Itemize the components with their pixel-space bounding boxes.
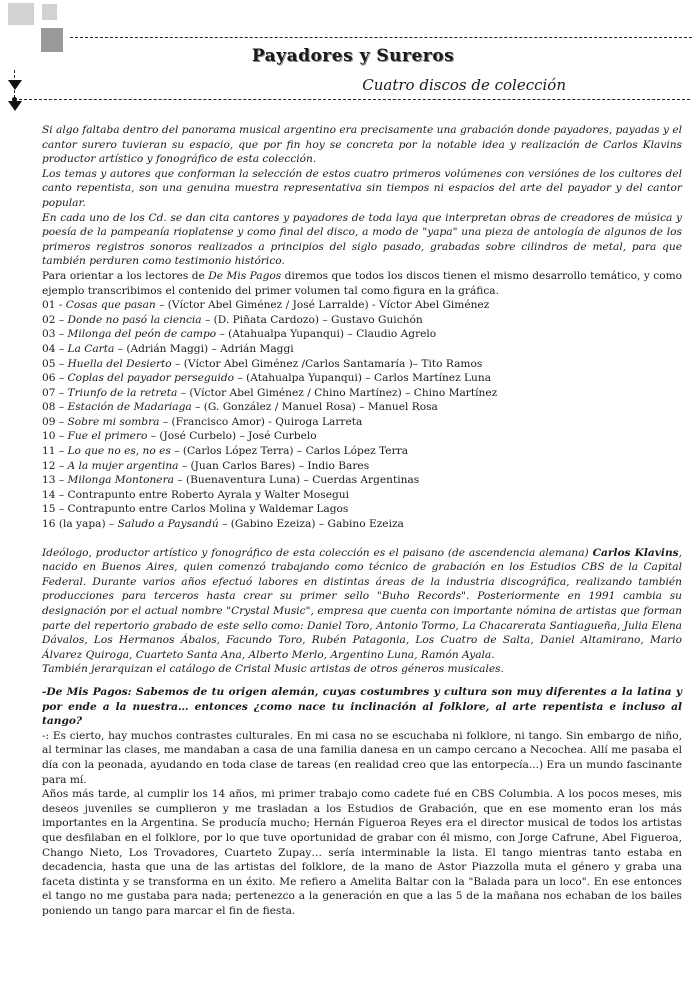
bio-paragraph-1: Ideólogo, productor artístico y fonográfico de esta colección es el paisano (de ascendencia alemana) Carlos Klavins, nacido en Buenos Aires, quien comenzó trabajando como técnico de grabación en los Estudios CBS de la Capital Federal. Durante varios años efectuó labores en distintas áreas de la industria discográfica, realizando también producciones para terceros hasta crear su primer sello "Buho Records". Posteriormente en 1991 cambia su designación por el actual nombre "Crystal Music", empresa que cuenta con importante nómina de artistas que forman parte del repertorio grabado de este sello como: Daniel Toro, Antonio Tormo, La Chacarerata Santiagueña, Julia Elena Dávalos, Los Hermanos Ábalos, Facundo Toro, Rubén Patagonia, Los Cuatro de Salta, Daniel Altamirano, Mario Álvarez Quiroga, Cuarteto Santa Ana, Alberto Merlo, Argentino Luna, Ramón Ayala. xyxy=(42,546,682,661)
intro-paragraph-3: En cada uno de los Cd. se dan cita cantores y payadores de toda laya que interpretan obras de creadores de música y poesía de la pampeanía rioplatense y como final del disco, a modo de "yapa" una pieza de antología de algunos de los primeros registros sonoros realizados a principios del siglo pasado, grabadas sobre cilindros de metal, para que también perduren como testimonio histórico. xyxy=(42,211,682,268)
arrow-down-icon xyxy=(8,80,22,90)
orientation-text-b: diremos que todos los discos tienen el mismo desarrollo temático, y como ejemplo transcribimos el contenido del primer volumen tal como figura en la gráfica. xyxy=(42,269,683,297)
interview-question: -De Mis Pagos: Sabemos de tu origen alemán, cuyas costumbres y cultura son muy diferentes a la latina y por ende a la nuestra… entonces ¿como nace tu inclinación al folklore, al arte repentista e incluso al tango? xyxy=(42,685,682,728)
header-dashed-line xyxy=(70,37,692,38)
track-item: 09 – Sobre mi sombra – (Francisco Amor) - Quiroga Larreta xyxy=(42,415,363,428)
bio-section xyxy=(42,546,682,677)
article-body xyxy=(42,123,682,918)
track-item: 13 – Milonga Montonera – (Buenaventura Luna) – Cuerdas Argentinas xyxy=(42,474,420,487)
track-list xyxy=(42,298,682,532)
interview-answer-1: -: Es cierto, hay muchos contrastes culturales. En mi casa no se escuchaba ni folklore, ni tango. Sin embargo de niño, al terminar las clases, me mandaban a casa de una familia danesa en un campo cercano a Necochea. Allí me pasaba el día con la peonada, ayudando en toda clase de tareas (en realidad creo que las entorpecía...) Era un mundo fascinante para mí. xyxy=(42,729,682,786)
track-item: 02 – Donde no pasó la ciencia – (D. Piñata Cardozo) – Gustavo Guichón xyxy=(42,313,423,326)
track-item: 05 – Huella del Desierto – (Víctor Abel Giménez /Carlos Santamaría )– Tito Ramos xyxy=(42,357,483,370)
track-item: 16 (la yapa) – Saludo a Paysandú – (Gabino Ezeiza) – Gabino Ezeiza xyxy=(42,518,404,531)
spacer xyxy=(42,532,682,546)
magazine-name: De Mis Pagos xyxy=(208,269,282,282)
track-item: 03 – Milonga del peón de campo – (Atahualpa Yupanqui) – Claudio Agrelo xyxy=(42,328,437,341)
corner-square-1 xyxy=(8,3,34,25)
track-item: 06 – Coplas del payador perseguido – (Atahualpa Yupanqui) – Carlos Martínez Luna xyxy=(42,372,492,385)
orientation-text-a: Para orientar a los lectores de xyxy=(42,269,209,282)
interview-answer-2: Años más tarde, al cumplir los 14 años, mi primer trabajo como cadete fué en CBS Columbia. A los pocos meses, mis deseos juveniles se cumplieron y me trasladan a los Estudios de Grabación, que en ese momento eran los más importantes en la Argentina. Se producía mucho; Hernán Figueroa Reyes era el director musical de todos los artistas que desfilaban en el folklore, por lo que tuve oportunidad de grabar con él mismo, con Jorge Cafrune, Abel Figueroa, Chango Nieto, Los Trovadores, Cuarteto Zupay… sería interminable la lista. El tango mientras tanto estaba en decadencia, hasta que una de las artistas del folklore, de la mano de Astor Piazzolla muta el género y graba una faceta distinta y se transforma en un éxito. Me refiero a Amelita Baltar con la "Balada para un loco". En ese entonces el tango no me gustaba para nada; pertenezco a la generación en que a las 5 de la mañana nos echaban de los bailes poniendo un tango para marcar el fin de fiesta. xyxy=(42,788,682,917)
track-item: 04 – La Carta – (Adrián Maggi) – Adrián Maggi xyxy=(42,342,294,355)
intro-section xyxy=(42,123,682,269)
track-item: 12 – A la mujer argentina – (Juan Carlos Bares) – Indio Bares xyxy=(42,459,370,472)
page-subtitle: Cuatro discos de colección xyxy=(362,76,566,94)
track-item: 07 – Triunfo de la retreta – (Víctor Abel Giménez / Chino Martínez) – Chino Martínez xyxy=(42,386,498,399)
corner-square-3 xyxy=(41,28,63,52)
track-item: 08 – Estación de Madariaga – (G. González / Manuel Rosa) – Manuel Rosa xyxy=(42,401,438,414)
track-item: 14 – Contrapunto entre Roberto Ayrala y Walter Mosegui xyxy=(42,488,349,501)
track-item: 15 – Contrapunto entre Carlos Molina y Waldemar Lagos xyxy=(42,503,349,516)
intro-paragraph-1: Si algo faltaba dentro del panorama musical argentino era precisamente una grabación donde payadores, payadas y el cantor surero tuvieran su espacio, que por fin hoy se concreta por la notable idea y realización de Carlos Klavins productor artístico y fonográfico de esta colección. xyxy=(42,124,682,166)
bio-paragraph-2: También jerarquizan el catálogo de Cristal Music artistas de otros géneros musicales. xyxy=(42,663,504,676)
orientation-paragraph xyxy=(42,269,682,298)
producer-name: Carlos Klavins xyxy=(592,546,679,559)
arrow-down-icon-2 xyxy=(8,101,22,111)
track-item: 01 - Cosas que pasan – (Víctor Abel Giménez / José Larralde) - Víctor Abel Giménez xyxy=(42,299,490,312)
track-item: 11 – Lo que no es, no es – (Carlos López Terra) – Carlos López Terra xyxy=(42,445,409,458)
corner-square-2 xyxy=(42,4,57,20)
intro-paragraph-2: Los temas y autores que conforman la selección de estos cuatro primeros volúmenes con versiónes de los cultores del canto repentista, son una genuina muestra representativa sin tiempos ni espacios del arte del payador y del cantor popular. xyxy=(42,167,682,209)
spacer xyxy=(42,677,682,685)
title-dashed-rule xyxy=(14,99,690,100)
page-title: Payadores y Sureros xyxy=(251,46,455,66)
track-item: 10 – Fue el primero – (José Curbelo) – José Curbelo xyxy=(42,430,317,443)
